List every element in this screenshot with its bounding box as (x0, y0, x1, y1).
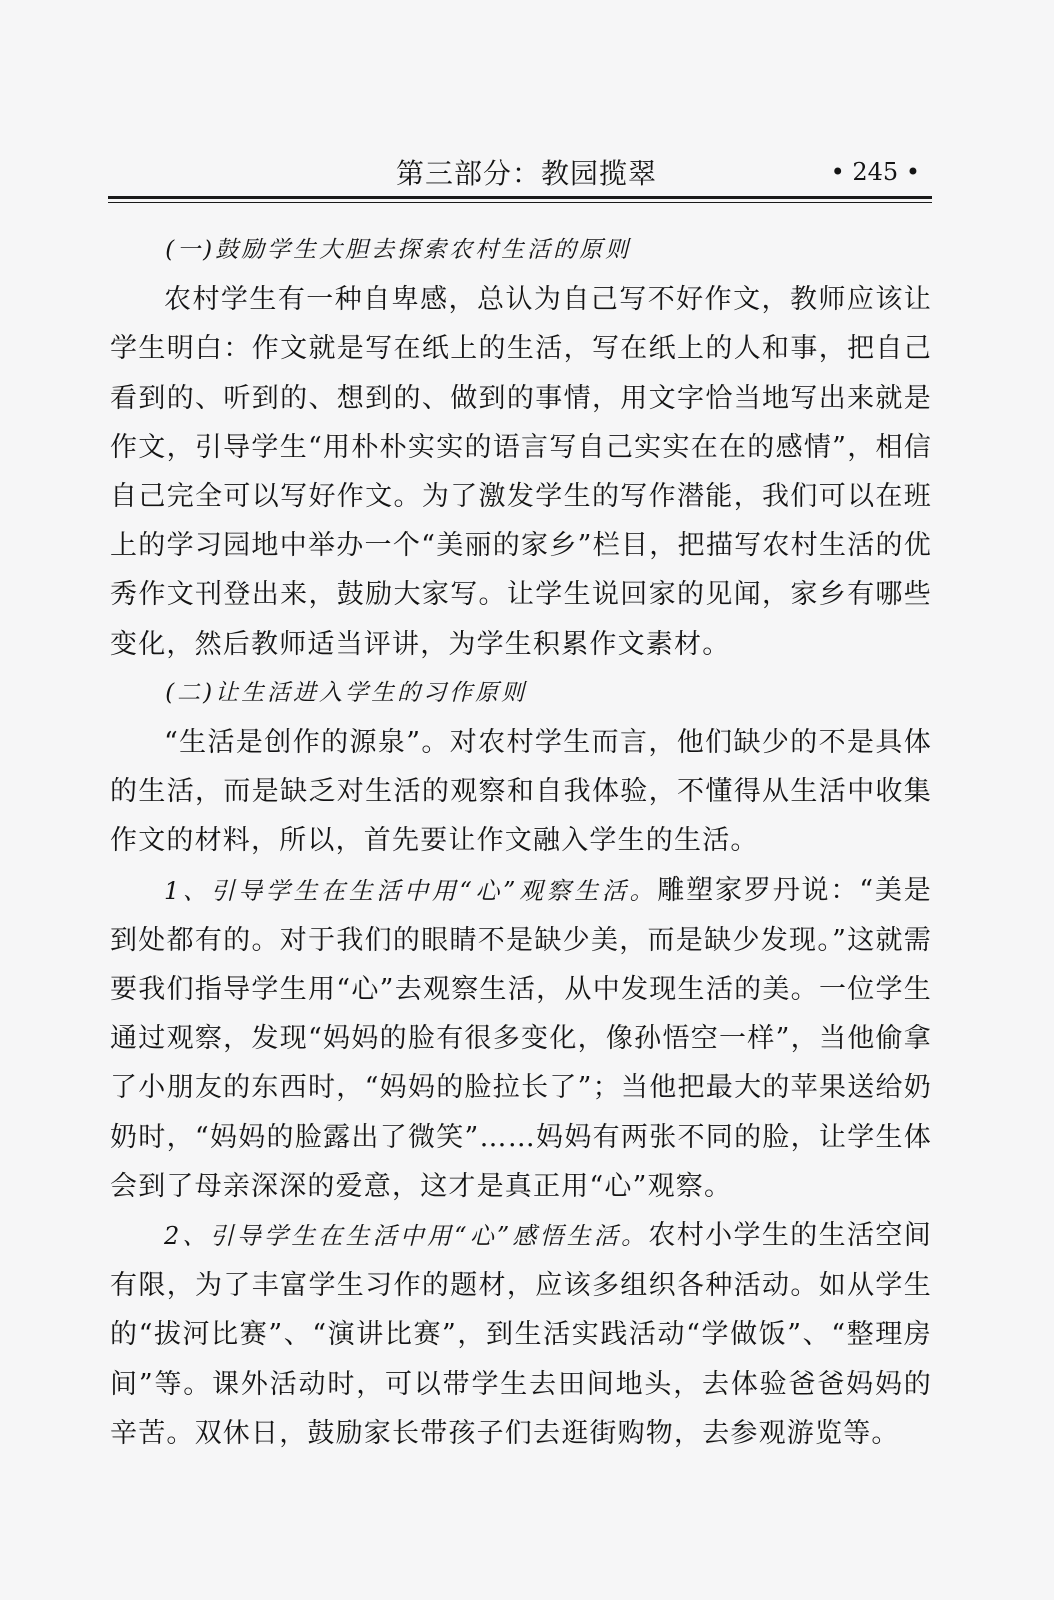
header-rule-thick (108, 196, 932, 199)
paragraph-4-lead: 2、引导学生在生活中用“心”感悟生活。 (164, 1222, 649, 1251)
paragraph-3 (110, 866, 932, 1211)
header-rule-thin (108, 202, 932, 203)
paragraph-3-lead: 1、引导学生在生活中用“心”观察生活。 (164, 876, 658, 905)
subheading-1: (一)鼓励学生大胆去探索农村生活的原则 (165, 237, 632, 263)
paragraph-3-body: 雕塑家罗丹说：“美是到处都有的。对于我们的眼睛不是缺少美，而是缺少发现。”这就需要我们指导学生用“心”去观察生活，从中发现生活的美。一位学生通过观察，发现“妈妈的脸有很多变化，像孙悟空一样”，当他偷拿了小朋友的东西时，“妈妈的脸拉长了”；当他把最大的苹果送给奶奶时，“妈妈的脸露出了微笑”……妈妈有两张不同的脸，让学生体会到了母亲深深的爱意，这才是真正用“心”观察。 (110, 874, 932, 1202)
paragraph-2: “生活是创作的源泉”。对农村学生而言，他们缺少的不是具体的生活，而是缺乏对生活的观察和自我体验，不懂得从生活中收集作文的材料，所以，首先要让作文融入学生的生活。 (110, 727, 932, 857)
page-number: • 245 • (830, 158, 920, 186)
section-title: 第三部分：教园揽翠 (396, 157, 658, 190)
subheading-2: (二)让生活进入学生的习作原则 (165, 679, 528, 706)
paragraph-4 (110, 1211, 932, 1458)
page-header (110, 150, 930, 200)
paragraph-4-body: 农村小学生的生活空间有限，为了丰富学生习作的题材，应该多组织各种活动。如从学生的“拔河比赛”、“演讲比赛”，到生活实践活动“学做饭”、“整理房间”等。课外活动时，可以带学生去田间地头，去体验爸爸妈妈的辛苦。双休日，鼓励家长带孩子们去逛街购物，去参观游览等。 (110, 1220, 932, 1449)
body-text (110, 226, 932, 1458)
paragraph-1: 农村学生有一种自卑感，总认为自己写不好作文，教师应该让学生明白：作文就是写在纸上的生活，写在纸上的人和事，把自己看到的、听到的、想到的、做到的事情，用文字恰当地写出来就是作文，引导学生“用朴朴实实的语言写自己实实在在的感情”，相信自己完全可以写好作文。为了激发学生的写作潜能，我们可以在班上的学习园地中举办一个“美丽的家乡”栏目，把描写农村生活的优秀作文刊登出来，鼓励大家写。让学生说回家的见闻，家乡有哪些变化，然后教师适当评讲，为学生积累作文素材。 (110, 284, 932, 660)
